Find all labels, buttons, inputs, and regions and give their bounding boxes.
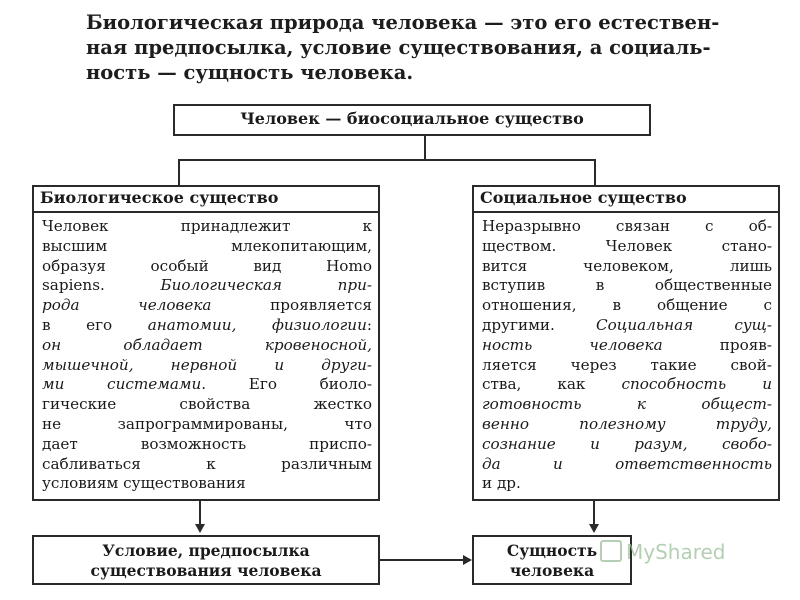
social-text-segment: вступив в общественные — [482, 276, 772, 295]
biological-text-segment: . Его биоло- — [201, 375, 372, 394]
biological-text-segment: : — [366, 315, 372, 334]
arrow-horizontal-shaft — [380, 559, 464, 561]
biological-text-line — [42, 356, 372, 376]
biological-text-segment: дает возможность приспо- — [42, 434, 372, 453]
biological-text-segment: гические свойства жестко — [42, 395, 372, 414]
arrow-right-shaft — [593, 501, 595, 525]
top-concept-label: Человек — биосоциальное существо — [240, 109, 584, 128]
biological-text-line — [42, 435, 372, 455]
social-being-box — [472, 185, 780, 501]
social-italic-segment: венно полезному труду, — [482, 414, 772, 433]
biological-text-line — [42, 336, 372, 356]
biological-italic-segment: рода человека — [42, 296, 212, 315]
biological-text-segment: сабливаться к различным — [42, 454, 372, 473]
connector-horizontal — [178, 159, 596, 161]
social-text-line — [482, 336, 772, 356]
social-text-segment: ства, как — [482, 375, 622, 394]
social-text-line — [482, 375, 772, 395]
social-text-line — [482, 435, 772, 455]
biological-text-line — [42, 237, 372, 257]
arrow-horizontal-head — [463, 555, 472, 565]
social-italic-segment: готовность к общест- — [482, 395, 772, 414]
biological-being-text — [34, 213, 378, 494]
social-text-line — [482, 474, 772, 494]
biological-text-line — [42, 375, 372, 395]
biological-text-line — [42, 257, 372, 277]
biological-being-box — [32, 185, 380, 501]
social-text-line — [482, 356, 772, 376]
social-italic-segment: Социальная сущ- — [595, 315, 773, 334]
watermark-icon — [600, 540, 622, 562]
social-text-segment: ляется через такие свой- — [482, 355, 772, 374]
biological-text-segment: sapiens. — [42, 276, 161, 295]
connector-right-down — [594, 159, 596, 186]
intro-paragraph — [86, 10, 776, 85]
social-text-line — [482, 455, 772, 475]
social-text-segment: Неразрывно связан с об- — [482, 217, 772, 235]
biological-text-line — [42, 316, 372, 336]
condition-line: Условие, предпосылка — [102, 541, 310, 560]
biological-italic-segment: он обладает кровеносной, — [42, 335, 372, 354]
social-being-heading: Социальное существо — [474, 187, 778, 213]
social-italic-segment: ность человека — [482, 335, 663, 354]
biological-text-line — [42, 395, 372, 415]
social-text-segment: и др. — [482, 474, 521, 493]
social-text-line — [482, 257, 772, 277]
biological-text-segment: условиям существования — [42, 474, 246, 493]
biological-text-line — [42, 217, 372, 237]
social-text-segment: прояв- — [662, 335, 772, 354]
social-text-line — [482, 237, 772, 257]
biological-text-segment: не запрограммированы, что — [42, 414, 372, 433]
biological-text-segment: высшим млекопитающим, — [42, 236, 372, 255]
social-italic-segment: способность и — [621, 375, 772, 394]
connector-left-down — [178, 159, 180, 186]
intro-line: Биологическая природа человека — это его естествен- — [86, 11, 720, 34]
arrow-right-head — [589, 524, 599, 533]
social-text-line — [482, 395, 772, 415]
social-text-line — [482, 276, 772, 296]
condition-box — [32, 535, 380, 585]
biological-italic-segment: мышечной, нервной и други- — [42, 355, 372, 374]
intro-line: ность — сущность человека. — [86, 61, 414, 84]
biological-italic-segment: анатомии, физиологии — [147, 315, 367, 334]
biological-text-line — [42, 276, 372, 296]
social-text-segment: отношения, в общение с — [482, 296, 772, 315]
essence-line: человека — [509, 561, 595, 580]
social-text-line — [482, 217, 772, 237]
social-text-line — [482, 415, 772, 435]
biological-text-line — [42, 415, 372, 435]
social-italic-segment: сознание и разум, свобо- — [482, 434, 772, 453]
biological-italic-segment: ми системами — [42, 375, 202, 394]
biological-text-segment: в его — [42, 315, 148, 334]
biological-text-line — [42, 455, 372, 475]
essence-line: Сущность — [506, 541, 598, 560]
biological-text-line — [42, 474, 372, 494]
watermark — [600, 540, 726, 564]
social-text-line — [482, 296, 772, 316]
social-text-line — [482, 316, 772, 336]
intro-line: ная предпосылка, условие существования, а социаль- — [86, 36, 711, 59]
biological-text-line — [42, 296, 372, 316]
social-being-text — [474, 213, 778, 494]
watermark-text: MyShared — [626, 540, 726, 564]
biological-being-heading: Биологическое существо — [34, 187, 378, 213]
top-concept-box — [173, 104, 651, 136]
condition-line: существования человека — [90, 561, 322, 580]
social-italic-segment: да и ответственность — [482, 454, 772, 473]
arrow-left-shaft — [199, 501, 201, 525]
biological-text-segment: образуя особый вид Homo — [42, 256, 372, 275]
social-text-segment: ществом. Человек стано- — [482, 236, 772, 255]
connector-vertical-top — [424, 136, 426, 160]
arrow-left-head — [195, 524, 205, 533]
biological-italic-segment: Биологическая при- — [160, 276, 372, 295]
social-text-segment: вится человеком, лишь — [482, 256, 772, 275]
biological-text-segment: проявляется — [211, 296, 373, 315]
social-text-segment: другими. — [482, 315, 596, 334]
biological-text-segment: Человек принадлежит к — [42, 217, 372, 235]
